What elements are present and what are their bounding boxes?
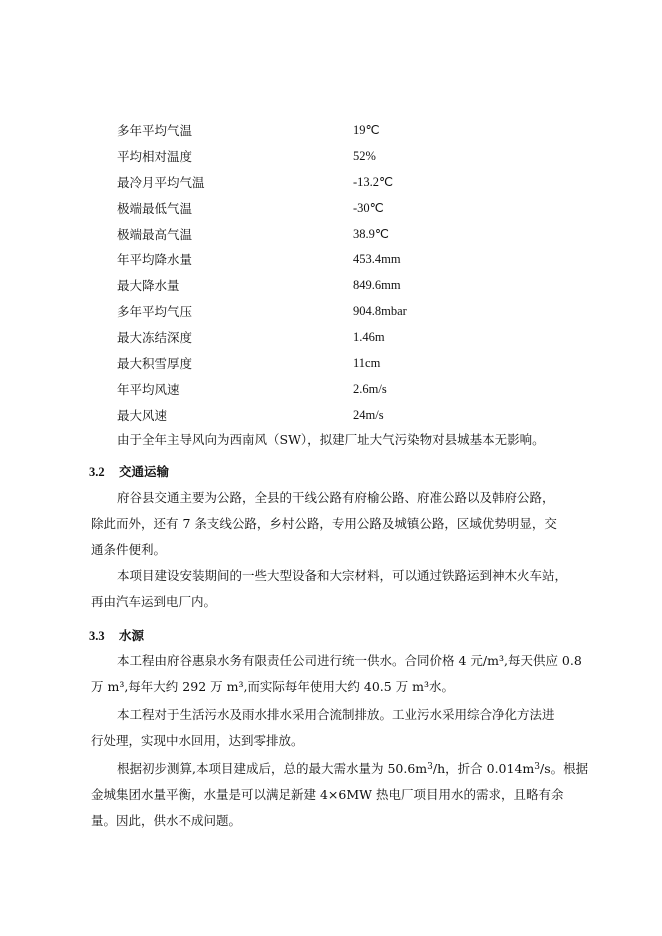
climate-row (117, 222, 417, 248)
wind-note: 由于全年主导风向为西南风（SW），拟建厂址大气污染物对县城基本无影响。 (117, 432, 545, 447)
paragraph-line: 万 m³,每年大约 292 万 m³,而实际每年使用大约 40.5 万 m³水。 (91, 679, 455, 694)
paragraph-line: 量。因此，供水不成问题。 (91, 813, 242, 828)
climate-value: 1.46m (353, 330, 385, 345)
paragraph-line: 除此而外，还有 7 条支线公路，乡村公路，专用公路及城镇公路，区域优势明显，交 (91, 516, 557, 531)
climate-data-list (117, 118, 417, 429)
climate-value: 2.6m/s (353, 381, 387, 396)
climate-value: 11cm (353, 356, 381, 371)
climate-label: 极端最高气温 (117, 226, 193, 242)
water-paragraph-2 (89, 702, 609, 754)
climate-value: 38.9℃ (353, 226, 389, 241)
transport-paragraph-2 (89, 563, 609, 615)
climate-row (117, 299, 417, 325)
climate-label: 最大降水量 (117, 278, 180, 294)
section-title: 交通运输 (119, 464, 170, 479)
water-paragraph-3 (89, 754, 609, 834)
climate-value: 453.4mm (353, 252, 401, 267)
paragraph-line (89, 754, 609, 782)
climate-label: 平均相对温度 (117, 148, 193, 164)
transport-paragraph-1 (89, 485, 609, 563)
climate-label: 多年平均气温 (117, 123, 193, 138)
climate-label: 极端最低气温 (117, 200, 193, 216)
paragraph-line: 行处理，实现中水回用，达到零排放。 (91, 733, 304, 748)
section-number: 3.2 (89, 465, 105, 479)
paragraph-line: 通条件便利。 (91, 542, 167, 557)
climate-value: 24m/s (353, 407, 384, 422)
climate-value: 904.8mbar (353, 304, 407, 319)
climate-row (117, 247, 417, 273)
paragraph-line: 府谷县交通主要为公路，全县的干线公路有府榆公路、府准公路以及韩府公路， (117, 490, 555, 505)
climate-label: 最大积雪厚度 (117, 356, 193, 372)
climate-label: 最大冻结深度 (117, 330, 193, 346)
paragraph-line: 本工程对于生活污水及雨水排水采用合流制排放。工业污水采用综合净化方法进 (117, 707, 555, 722)
climate-label: 最冷月平均气温 (117, 174, 205, 190)
superscript: 3 (427, 762, 433, 772)
section-title: 水源 (119, 628, 145, 643)
climate-row (117, 273, 417, 299)
climate-row (117, 325, 417, 351)
wind-note-paragraph (89, 427, 609, 453)
text-fragment: /s。根据 (539, 761, 589, 776)
climate-row (117, 118, 417, 144)
text-fragment: 根据初步测算,本项目建成后，总的最大需水量为 50.6m (117, 761, 428, 776)
paragraph-line: 本项目建设安装期间的一些大型设备和大宗材料，可以通过铁路运到神木火车站， (117, 568, 568, 583)
paragraph-line: 再由汽车运到电厂内。 (91, 594, 217, 609)
climate-label: 年平均风速 (117, 381, 180, 397)
paragraph-line: 金城集团水量平衡，水量是可以满足新建 4×6MW 热电厂项目用水的需求，且略有余 (91, 787, 564, 802)
climate-row (117, 403, 417, 429)
climate-row (117, 377, 417, 403)
climate-value: -30℃ (353, 200, 384, 215)
paragraph-line: 本工程由府谷惠泉水务有限责任公司进行统一供水。合同价格 4 元/m³,每天供应 0.8 (117, 653, 582, 668)
text-fragment: /h，折合 0.014m (432, 761, 535, 776)
climate-value: 52% (353, 148, 376, 163)
climate-value: 19℃ (353, 123, 380, 137)
climate-row (117, 351, 417, 377)
climate-row (117, 144, 417, 170)
climate-label: 最大风速 (117, 407, 168, 423)
climate-value: 849.6mm (353, 278, 401, 293)
climate-value: -13.2℃ (353, 174, 394, 189)
climate-row (117, 170, 417, 196)
climate-row (117, 196, 417, 222)
superscript: 3 (534, 762, 540, 772)
section-heading-3-2 (89, 462, 169, 480)
water-paragraph-1 (89, 648, 609, 700)
climate-label: 多年平均气压 (117, 304, 193, 320)
climate-label: 年平均降水量 (117, 252, 193, 268)
section-heading-3-3 (89, 626, 144, 644)
section-number: 3.3 (89, 629, 105, 643)
